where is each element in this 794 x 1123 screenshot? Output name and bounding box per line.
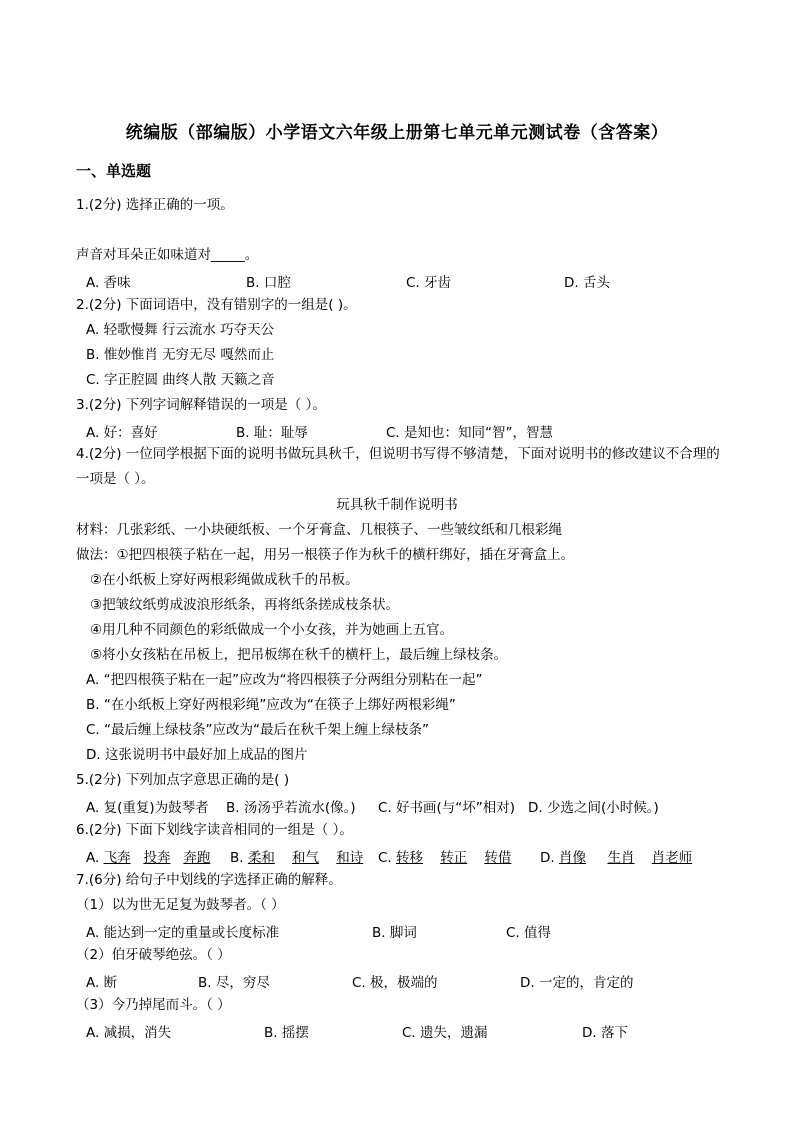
q6-option-c-word: 转移 xyxy=(396,850,424,866)
manual-step-5: ⑤将小女孩粘在吊板上，把吊板绑在秋千的横杆上，最后缠上绿枝条。 xyxy=(90,647,508,663)
q6-option-b-word: 和气 xyxy=(292,850,320,866)
manual-step-3: ③把皱纹纸剪成波浪形纸条，再将纸条搓成枝条状。 xyxy=(90,597,400,613)
q6-option-a xyxy=(86,846,210,866)
q6-option-a-word: 投奔 xyxy=(143,850,171,866)
question-3-stem: 3.(2分) 下列字词解释错误的一项是（ ）。 xyxy=(76,397,326,413)
q7-sub-2-option-c: C. 极，极端的 xyxy=(352,975,438,991)
question-2-stem: 2.(2分) 下面词语中，没有错别字的一组是( )。 xyxy=(76,297,357,313)
q2-option-c: C. 字正腔圆 曲终人散 天籁之音 xyxy=(86,372,275,388)
q6-option-b-word: 柔和 xyxy=(247,850,275,866)
q7-sub-2-option-d: D. 一定的，肯定的 xyxy=(520,975,634,991)
question-7-stem: 7.(6分) 给句子中划线的字选择正确的解释。 xyxy=(76,872,342,888)
section-heading: 一、单选题 xyxy=(76,162,152,180)
q1-option-b: B. 口腔 xyxy=(246,275,291,291)
q7-sub-2-option-b: B. 尽，穷尽 xyxy=(198,975,270,991)
q6-option-a-word: 奔跑 xyxy=(183,850,211,866)
question-1-text: 声音对耳朵正如味道对_____。 xyxy=(76,247,259,263)
q7-sub-2-option-a: A. 断 xyxy=(86,975,118,991)
q2-option-a: A. 轻歌慢舞 行云流水 巧夺天公 xyxy=(86,322,275,338)
q7-sub-3-option-d: D. 落下 xyxy=(582,1025,628,1041)
q7-sub-1: （1）以为世无足复为鼓琴者。（ ） xyxy=(76,897,285,913)
q3-option-a: A. 好：喜好 xyxy=(86,425,158,441)
q4-option-c: C. “最后缠上绿枝条”应改为“最后在秋千架上缠上绿枝条” xyxy=(86,722,429,738)
q7-sub-1-option-c: C. 值得 xyxy=(506,925,552,941)
q4-option-d: D. 这张说明书中最好加上成品的图片 xyxy=(86,747,308,763)
q6-option-a-label: A. xyxy=(86,850,100,866)
q1-option-c: C. 牙齿 xyxy=(406,275,452,291)
manual-step-4: ④用几种不同颜色的彩纸做成一个小女孩，并为她画上五官。 xyxy=(90,622,454,638)
page-title: 统编版（部编版）小学语文六年级上册第七单元单元测试卷（含答案） xyxy=(125,123,669,143)
q6-option-c-word: 转正 xyxy=(440,850,468,866)
q6-option-c-word: 转借 xyxy=(484,850,512,866)
q7-sub-3-option-c: C. 遗失，遗漏 xyxy=(402,1025,488,1041)
q6-option-d-label: D. xyxy=(540,850,555,866)
q4-option-a: A. “把四根筷子粘在一起”应改为“将四根筷子分两组分别粘在一起” xyxy=(86,672,483,688)
q6-option-d xyxy=(540,846,692,866)
manual-step-2: ②在小纸板上穿好两根彩绳做成秋千的吊板。 xyxy=(90,572,359,588)
q1-option-d: D. 舌头 xyxy=(564,275,610,291)
q3-option-c: C. 是知也：知同“智”，智慧 xyxy=(386,425,553,441)
q5-option-c: C. 好书画(与“坏”相对) xyxy=(378,800,516,816)
q7-sub-2: （2）伯牙破琴绝弦。（ ） xyxy=(76,947,231,963)
q6-option-b-word: 和诗 xyxy=(336,850,364,866)
manual-step-1: 做法：①把四根筷子粘在一起，用另一根筷子作为秋千的横杆绑好，插在牙膏盒上。 xyxy=(76,547,575,563)
q7-sub-3-option-a: A. 减损，消失 xyxy=(86,1025,172,1041)
q5-option-b: B. 汤汤乎若流水(像。) xyxy=(226,800,356,816)
q3-option-b: B. 耻：耻辱 xyxy=(236,425,308,441)
q1-option-a: A. 香味 xyxy=(86,275,131,291)
q6-option-b-label: B. xyxy=(230,850,244,866)
q6-option-a-word: 飞奔 xyxy=(103,850,131,866)
question-6-stem: 6.(2分) 下面下划线字读音相同的一组是（ ）。 xyxy=(76,822,353,838)
q6-option-d-word: 肖像 xyxy=(558,850,586,866)
q4-option-b: B. “在小纸板上穿好两根彩绳”应改为“在筷子上绑好两根彩绳” xyxy=(86,697,456,713)
manual-title: 玩具秋千制作说明书 xyxy=(336,497,458,513)
q7-sub-3: （3）今乃掉尾而斗。（ ） xyxy=(76,997,231,1013)
q7-sub-1-option-b: B. 脚词 xyxy=(372,925,417,941)
manual-materials: 材料：几张彩纸、一小块硬纸板、一个牙膏盒、几根筷子、一些皱纹纸和几根彩绳 xyxy=(76,522,562,538)
question-5-stem: 5.(2分) 下列加点字意思正确的是( ) xyxy=(76,772,290,788)
q5-option-d: D. 少选之间(小时候。) xyxy=(528,800,659,816)
q7-sub-1-option-a: A. 能达到一定的重量或长度标准 xyxy=(86,925,280,941)
q6-option-d-word: 生肖 xyxy=(607,850,635,866)
q6-option-c xyxy=(378,846,511,866)
q6-option-d-word: 肖老师 xyxy=(651,850,693,866)
q5-option-a: A. 复(重复)为鼓琴者 xyxy=(86,800,209,816)
question-4-stem: 4.(2分) 一位同学根据下面的说明书做玩具秋千，但说明书写得不够清楚，下面对说明书的修改建议不合理的一项是（ ）。 xyxy=(76,446,720,487)
q2-option-b: B. 惟妙惟肖 无穷无尽 嘎然而止 xyxy=(86,347,275,363)
q6-option-b xyxy=(230,846,363,866)
q7-sub-3-option-b: B. 摇摆 xyxy=(264,1025,309,1041)
question-1-stem: 1.(2分) 选择正确的一项。 xyxy=(76,197,234,213)
q6-option-c-label: C. xyxy=(378,850,392,866)
